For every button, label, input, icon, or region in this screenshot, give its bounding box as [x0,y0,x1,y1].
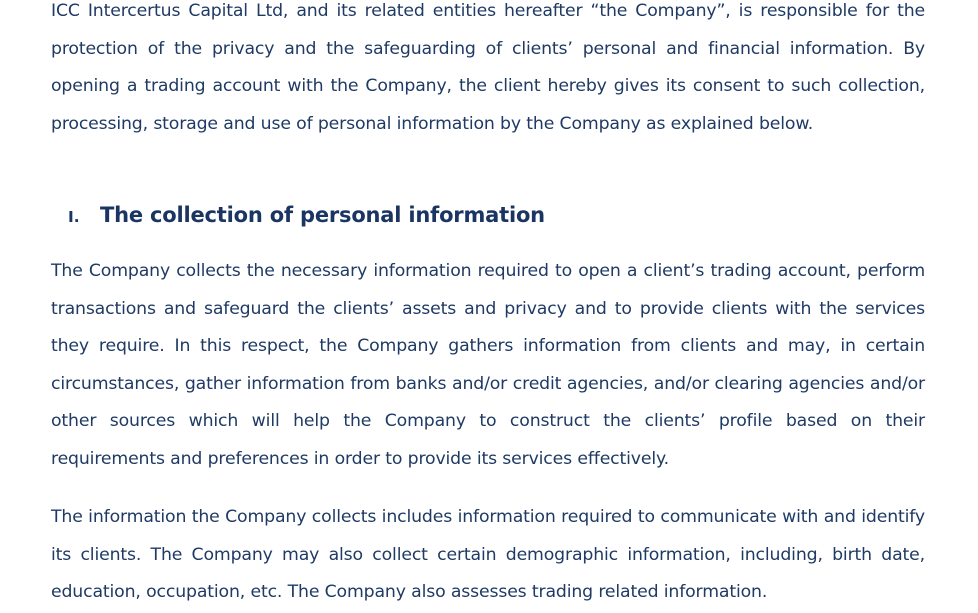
paragraph-collection: The Company collects the necessary information required to open a client’s trading account, perform transactions and safeguard the clients’ assets and privacy and to provide clients with the services they require. In this respect, the Company gathers information from clients and may, in certain circumstances, gather information from banks and/or credit agencies, and/or clearing agencies and/or other sources which will help the Company to construct the clients’ profile based on their requirements and preferences in order to provide its services effectively. [51,261,925,469]
intro-paragraph: ICC Intercertus Capital Ltd, and its related entities hereafter “the Company”, is responsible for the protection of the privacy and the safeguarding of clients’ personal and financial information. By opening a trading account with the Company, the client hereby gives its consent to such collection, processing, storage and use of personal information by the Company as explained below. [51,1,925,134]
section-heading [68,203,545,227]
section-title: The collection of personal information [100,203,545,227]
paragraph-information: The information the Company collects includes information required to communicate with and identify its clients. The Company may also collect certain demographic information, including, birth date, education, occupation, etc. The Company also assesses trading related information. [51,507,925,603]
section-number: I. [68,208,80,226]
